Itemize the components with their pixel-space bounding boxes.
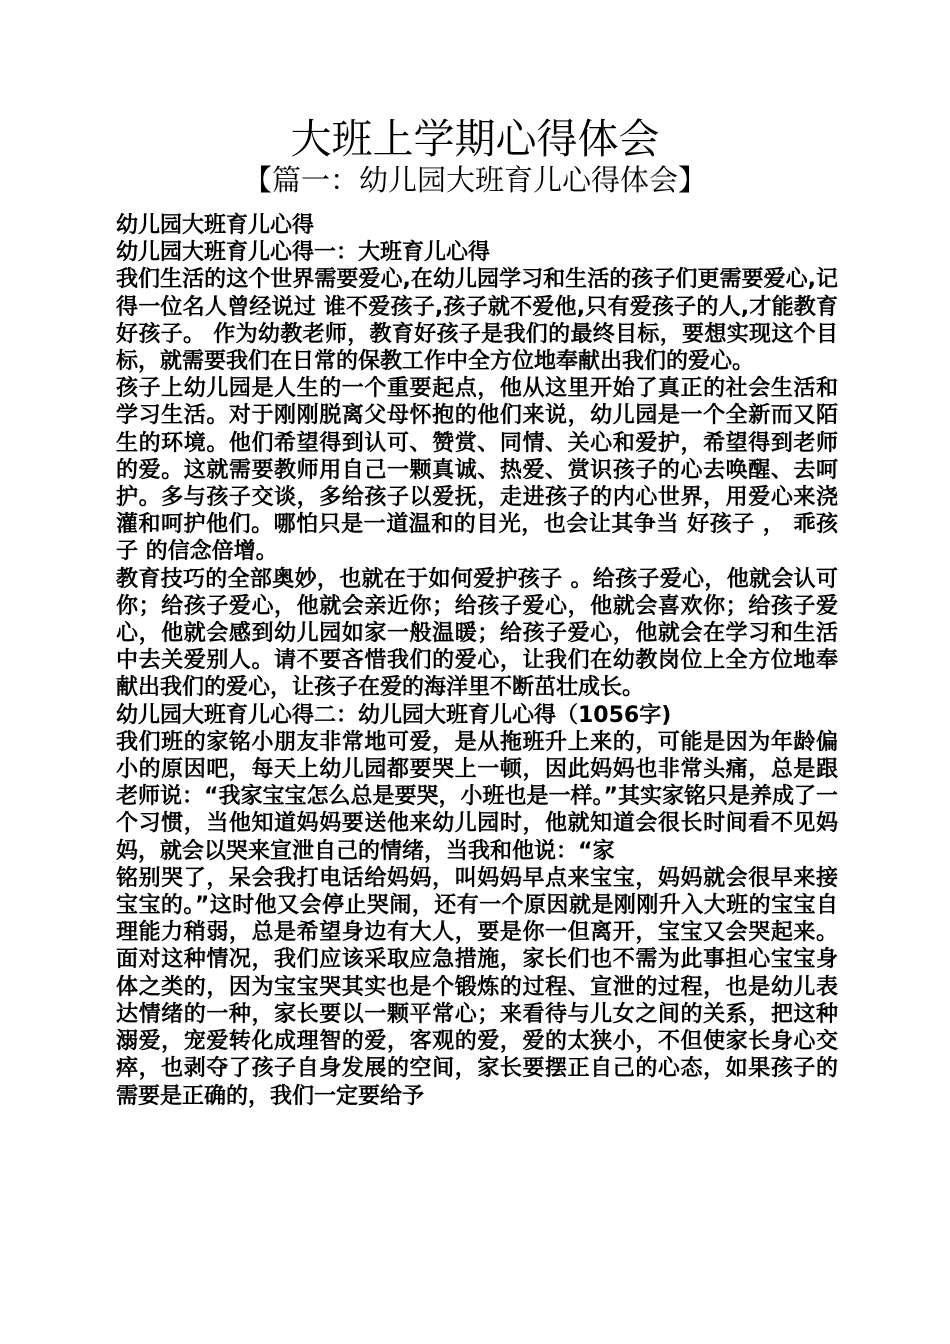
- paragraph-jiaming-continued: 铭别哭了，呆会我打电话给妈妈，叫妈妈早点来宝宝，妈妈就会很早来接宝宝的。”这时他又会停止哭闹，还有一个原因就是刚刚升入大班的宝宝自理能力稍弱，总是希望身边有大人，要是你一但离开，宝宝又会哭起来。面对这种情况，我们应该采取应急措施，家长们也不需为此事担心宝宝身体之类的，因为宝宝哭其实也是个锻炼的过程、宣泄的过程，也是幼儿表达情绪的一种，家长要以一颗平常心；来看待与儿女之间的关系，把这种溺爱，宠爱转化成理智的爱，客观的爱，爱的太狭小，不但使家长身心交瘁，也剥夺了孩子自身发展的空间，家长要摆正自己的心态，如果孩子的需要是正确的，我们一定要给予: [116, 865, 838, 1109]
- section-heading: 幼儿园大班育儿心得: [116, 213, 315, 238]
- document-subtitle: 【篇一：幼儿园大班育儿心得体会】: [242, 163, 707, 197]
- section-subheading-1: 幼儿园大班育儿心得一：大班育儿心得: [116, 240, 491, 266]
- paragraph-starting-point: 孩子上幼儿园是人生的一个重要起点，他从这里开始了真正的社会生活和学习生活。对于刚刚脱离父母怀抱的他们来说，幼儿园是一个全新而又陌生的环境。他们希望得到认可、赞赏、同情、关心和爱护，希望得到老师的爱。这就需要教师用自己一颗真诚、热爱、赏识孩子的心去唤醒、去呵护。多与孩子交谈，多给孩子以爱抚，走进孩子的内心世界，用爱心来浇灌和呵护他们。哪怕只是一道温和的目光，也会让其争当 好孩子 ， 乖孩子 的信念倍增。: [116, 376, 838, 565]
- document-body: [116, 212, 838, 1110]
- section-subheading-2: 幼儿园大班育儿心得二：幼儿园大班育儿心得（1056字): [116, 702, 672, 728]
- paragraph-education-skill: 教育技巧的全部奥妙，也就在于如何爱护孩子 。给孩子爱心，他就会认可你；给孩子爱心，他就会亲近你；给孩子爱心，他就会喜欢你；给孩子爱心，他就会感到幼儿园如家一般温暖；给孩子爱心，他就会在学习和生活中去关爱别人。请不要吝惜我们的爱心，让我们在幼教岗位上全方位地奉献出我们的爱心，让孩子在爱的海洋里不断茁壮成长。: [116, 566, 838, 701]
- paragraph-love: 我们生活的这个世界需要爱心,在幼儿园学习和生活的孩子们更需要爱心,记得一位名人曾经说过 谁不爱孩子,孩子就不爱他,只有爱孩子的人,才能教育好孩子。 作为幼教老师，教育好孩子是我们的最终目标，要想实现这个目标，就需要我们在日常的保教工作中全方位地奉献出我们的爱心。: [116, 267, 838, 375]
- paragraph-jiaming-crying: 我们班的家铭小朋友非常地可爱，是从拖班升上来的，可能是因为年龄偏小的原因吧，每天上幼儿园都要哭上一顿，因此妈妈也非常头痛，总是跟老师说：“我家宝宝怎么总是要哭，小班也是一样。”其实家铭只是养成了一个习惯，当他知道妈妈要送他来幼儿园时，他就知道会很长时间看不见妈妈，就会以哭来宣泄自己的情绪，当我和他说：“家: [116, 729, 838, 864]
- document-title: 大班上学期心得体会: [290, 115, 660, 163]
